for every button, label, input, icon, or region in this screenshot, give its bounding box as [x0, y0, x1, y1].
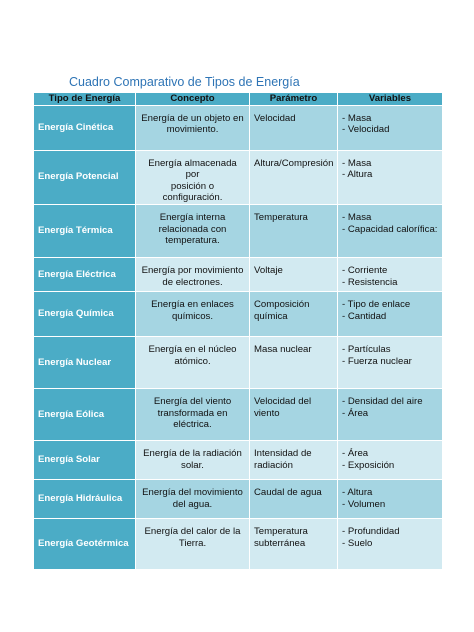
header-parametro: Parámetro [250, 93, 338, 106]
cell-concepto-line: Energía del movimiento [142, 486, 243, 498]
cell-variables [338, 479, 443, 518]
cell-variables-line: - Velocidad [342, 124, 390, 136]
cell-tipo: Energía Química [34, 291, 136, 336]
cell-concepto-line: químicos. [171, 310, 214, 322]
cell-parametro-line: Masa nuclear [254, 343, 312, 355]
cell-variables-line: - Volumen [342, 498, 386, 510]
cell-parametro [250, 518, 338, 569]
cell-tipo: Energía Eléctrica [34, 257, 136, 291]
table-row [34, 257, 443, 291]
cell-parametro-line: subterránea [254, 537, 306, 549]
cell-parametro-line: Composición [254, 298, 310, 310]
cell-concepto [136, 204, 250, 257]
cell-concepto-line: de electrones. [162, 276, 223, 288]
cell-tipo: Energía Térmica [34, 204, 136, 257]
cell-parametro [250, 440, 338, 479]
cell-variables [338, 388, 443, 440]
cell-concepto-line: Energía de la radiación [143, 447, 242, 459]
cell-variables-line: - Fuerza nuclear [342, 355, 412, 367]
cell-parametro-line: Velocidad del [254, 395, 312, 407]
cell-variables-line: - Masa [342, 211, 372, 223]
cell-variables-line: - Exposición [342, 459, 395, 471]
header-tipo: Tipo de Energía [34, 93, 136, 106]
cell-concepto-line: Energía del calor de la [144, 525, 241, 537]
cell-parametro-line: radiación [254, 459, 293, 471]
cell-concepto [136, 336, 250, 388]
cell-variables-line: - Resistencia [342, 276, 398, 288]
cell-parametro-line: Intensidad de [254, 447, 312, 459]
table-row [34, 105, 443, 150]
cell-tipo: Energía Solar [34, 440, 136, 479]
cell-tipo: Energía Nuclear [34, 336, 136, 388]
cell-parametro [250, 291, 338, 336]
cell-concepto [136, 105, 250, 150]
cell-parametro-line: Temperatura [254, 525, 308, 537]
cell-variables [338, 518, 443, 569]
cell-variables-line: - Masa [342, 112, 372, 124]
cell-concepto-line: Energía almacenada por [148, 157, 237, 181]
cell-variables-line: - Partículas [342, 343, 391, 355]
cell-concepto-line: Energía interna [159, 211, 226, 223]
cell-parametro-line: Voltaje [254, 264, 283, 276]
cell-concepto [136, 257, 250, 291]
document-title: Cuadro Comparativo de Tipos de Energía [69, 75, 300, 89]
cell-variables [338, 150, 443, 204]
cell-variables-line: - Altura [342, 169, 373, 181]
table-row [34, 204, 443, 257]
table-row [34, 518, 443, 569]
cell-variables-line: - Capacidad calorífica: [342, 223, 438, 235]
cell-concepto-line: solar. [181, 459, 204, 471]
cell-parametro [250, 388, 338, 440]
cell-concepto [136, 388, 250, 440]
cell-concepto [136, 440, 250, 479]
header-concepto: Concepto [136, 93, 250, 106]
cell-concepto-line: Energía por movimiento [141, 264, 244, 276]
table-row [34, 150, 443, 204]
cell-variables-line: - Área [342, 447, 369, 459]
cell-variables [338, 440, 443, 479]
cell-concepto-line: Energía de un objeto en [141, 112, 244, 124]
cell-parametro-line: viento [254, 407, 280, 419]
cell-parametro-line: Altura/Compresión [254, 157, 334, 169]
cell-tipo: Energía Eólica [34, 388, 136, 440]
cell-variables-line: - Corriente [342, 264, 388, 276]
cell-parametro-line: química [254, 310, 288, 322]
table-row [34, 291, 443, 336]
cell-parametro [250, 336, 338, 388]
table-row [34, 440, 443, 479]
cell-concepto [136, 291, 250, 336]
cell-parametro [250, 105, 338, 150]
cell-concepto-line: eléctrica. [173, 419, 212, 431]
table-row [34, 479, 443, 518]
energy-comparison-table [33, 92, 443, 570]
cell-concepto [136, 479, 250, 518]
cell-parametro [250, 204, 338, 257]
cell-concepto [136, 518, 250, 569]
cell-concepto-line: Tierra. [178, 537, 207, 549]
cell-concepto-line: Energía en el núcleo [148, 343, 237, 355]
table-row [34, 388, 443, 440]
cell-concepto-line: del agua. [172, 498, 213, 510]
cell-variables [338, 257, 443, 291]
cell-concepto-line: Energía en enlaces [151, 298, 234, 310]
cell-variables-line: - Profundidad [342, 525, 400, 537]
cell-tipo: Energía Hidráulica [34, 479, 136, 518]
cell-parametro-line: Velocidad [254, 112, 296, 124]
header-variables: Variables [338, 93, 443, 106]
cell-concepto-line: posición o configuración. [162, 180, 223, 204]
cell-parametro-line: Temperatura [254, 211, 308, 223]
cell-parametro [250, 150, 338, 204]
cell-variables-line: - Tipo de enlace [342, 298, 411, 310]
cell-concepto-line: movimiento. [166, 124, 219, 136]
cell-parametro [250, 479, 338, 518]
cell-variables [338, 105, 443, 150]
table-body [34, 105, 443, 569]
cell-variables [338, 204, 443, 257]
cell-concepto [136, 150, 250, 204]
cell-concepto-line: Energía del viento [153, 395, 232, 407]
cell-variables-line: - Altura [342, 486, 373, 498]
cell-tipo: Energía Potencial [34, 150, 136, 204]
cell-variables-line: - Área [342, 407, 369, 419]
table-row [34, 336, 443, 388]
cell-variables-line: - Cantidad [342, 310, 387, 322]
table-header-row [34, 93, 443, 106]
cell-concepto-line: temperatura. [165, 235, 220, 247]
cell-parametro-line: Caudal de agua [254, 486, 322, 498]
cell-concepto-line: relacionada con [158, 223, 227, 235]
cell-variables [338, 336, 443, 388]
cell-variables-line: - Masa [342, 157, 372, 169]
cell-concepto-line: atómico. [174, 355, 211, 367]
cell-concepto-line: transformada en [157, 407, 228, 419]
cell-variables [338, 291, 443, 336]
cell-parametro [250, 257, 338, 291]
cell-variables-line: - Suelo [342, 537, 373, 549]
cell-tipo: Energía Geotérmica [34, 518, 136, 569]
cell-variables-line: - Densidad del aire [342, 395, 423, 407]
cell-tipo: Energía Cinética [34, 105, 136, 150]
